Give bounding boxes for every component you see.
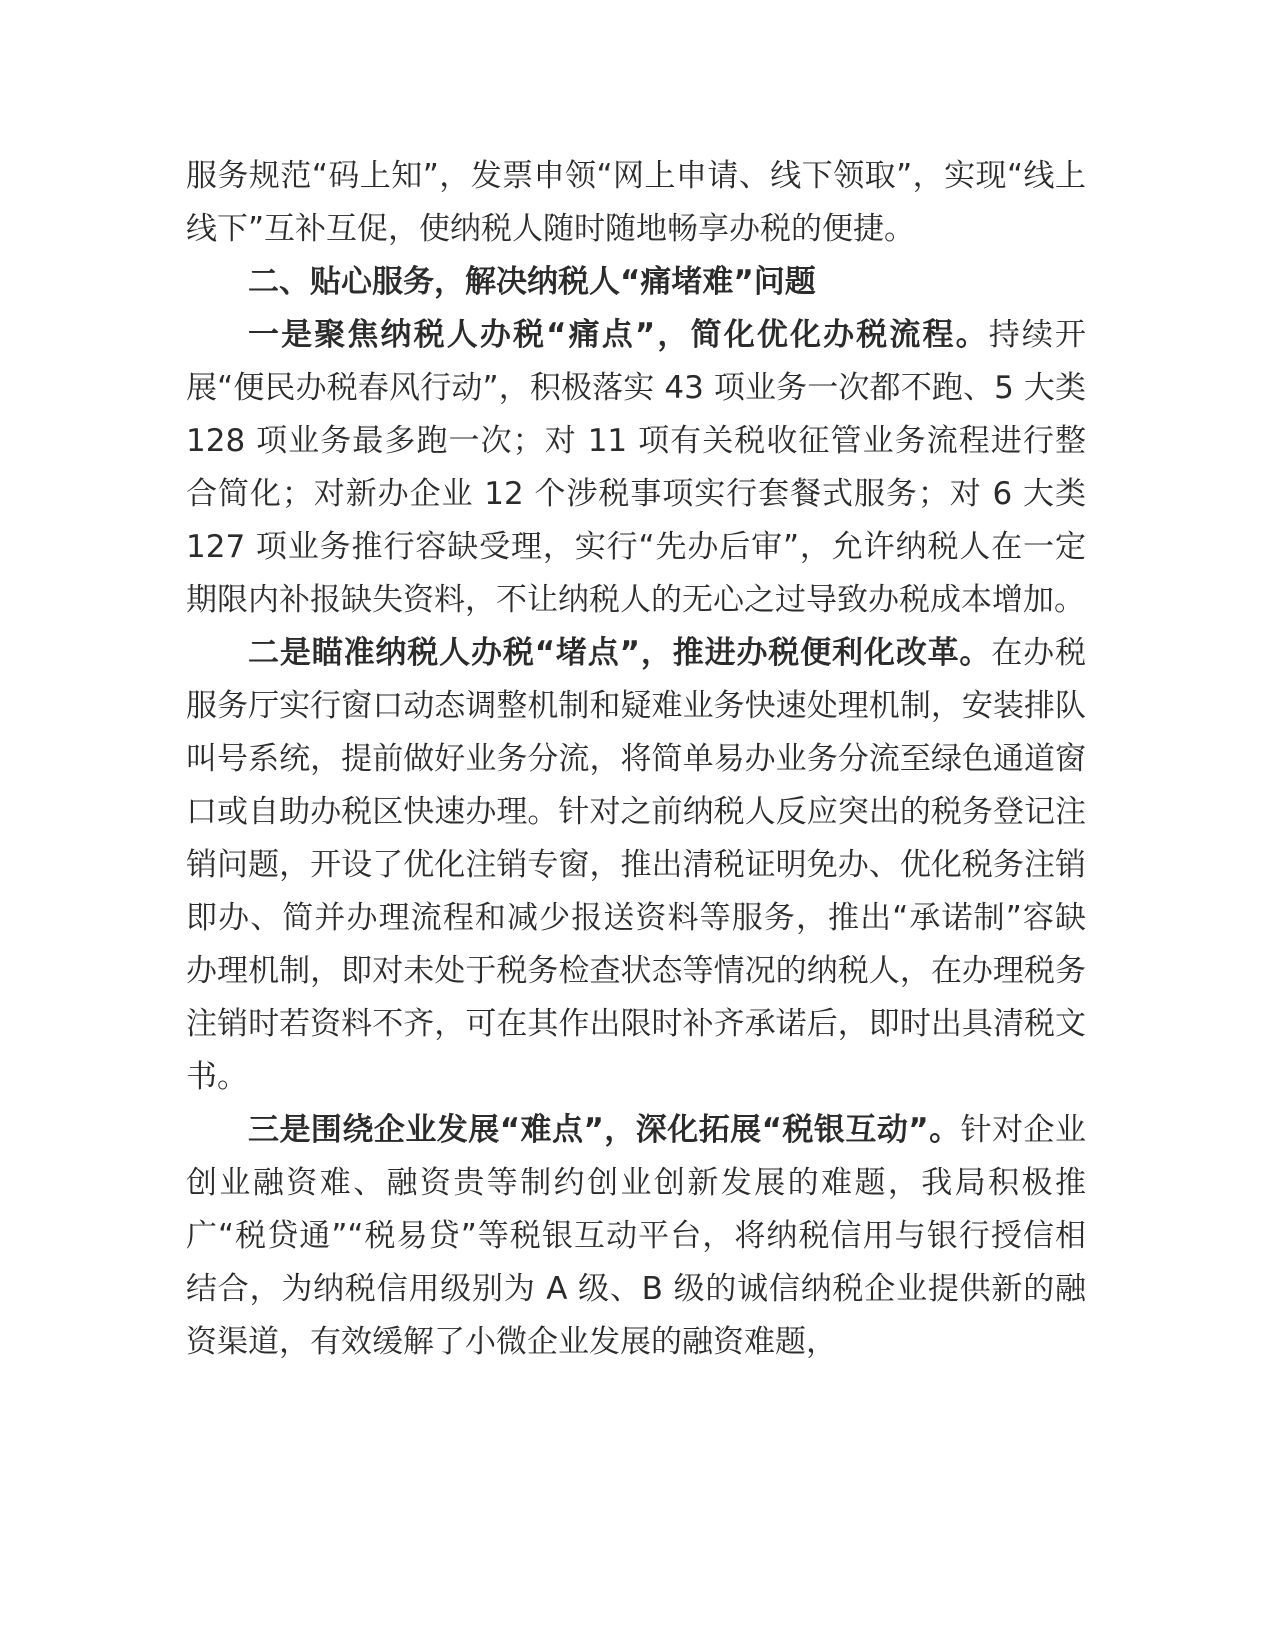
paragraph-difficulty-points-lead: 三是围绕企业发展“难点”，深化拓展“税银互动”。 (248, 1112, 961, 1148)
paragraph-blockage-points (186, 627, 1086, 1104)
paragraph-pain-points (186, 309, 1086, 627)
section-heading-2: 二、贴心服务，解决纳税人“痛堵难”问题 (248, 264, 816, 300)
paragraph-pain-points-body: 持续开展“便民办税春风行动”，积极落实 43 项业务一次都不跑、5 大类 128 项业务最多跑一次；对 11 项有关税收征管业务流程进行整合简化；对新办企业 12 个涉税事项实行套餐式服务；对 6 大类 127 项业务推行容缺受理，实行“先办后审”，允许纳税人在一定期限内补报缺失资料，不让纳税人的无心之过导致办税成本增加。 (186, 317, 1087, 618)
paragraph-blockage-points-body: 在办税服务厅实行窗口动态调整机制和疑难业务快速处理机制，安装排队叫号系统，提前做好业务分流，将简单易办业务分流至绿色通道窗口或自助办税区快速办理。针对之前纳税人反应突出的税务登记注销问题，开设了优化注销专窗，推出清税证明免办、优化税务注销即办、简并办理流程和减少报送资料等服务，推出“承诺制”容缺办理机制，即对未处于税务检查状态等情况的纳税人，在办理税务注销时若资料不齐，可在其作出限时补齐承诺后，即时出具清税文书。 (186, 635, 1087, 1095)
paragraph-blockage-points-lead: 二是瞄准纳税人办税“堵点”，推进办税便利化改革。 (248, 635, 992, 671)
paragraph-difficulty-points-body: 针对企业创业融资难、融资贵等制约创业创新发展的难题，我局积极推广“税贷通”“税易贷”等税银互动平台，将纳税信用与银行授信相结合，为纳税信用级别为 A 级、B 级的诚信纳税企业提供新的融资渠道，有效缓解了小微企业发展的融资难题， (186, 1112, 1086, 1360)
paragraph-difficulty-points (186, 1104, 1086, 1369)
paragraph-pain-points-lead: 一是聚焦纳税人办税“痛点”，简化优化办税流程。 (248, 317, 989, 353)
document-page (186, 150, 1086, 1369)
paragraph-online-offline: 服务规范“码上知”，发票申领“网上申请、线下领取”，实现“线上线下”互补互促，使纳税人随时随地畅享办税的便捷。 (186, 158, 1086, 247)
